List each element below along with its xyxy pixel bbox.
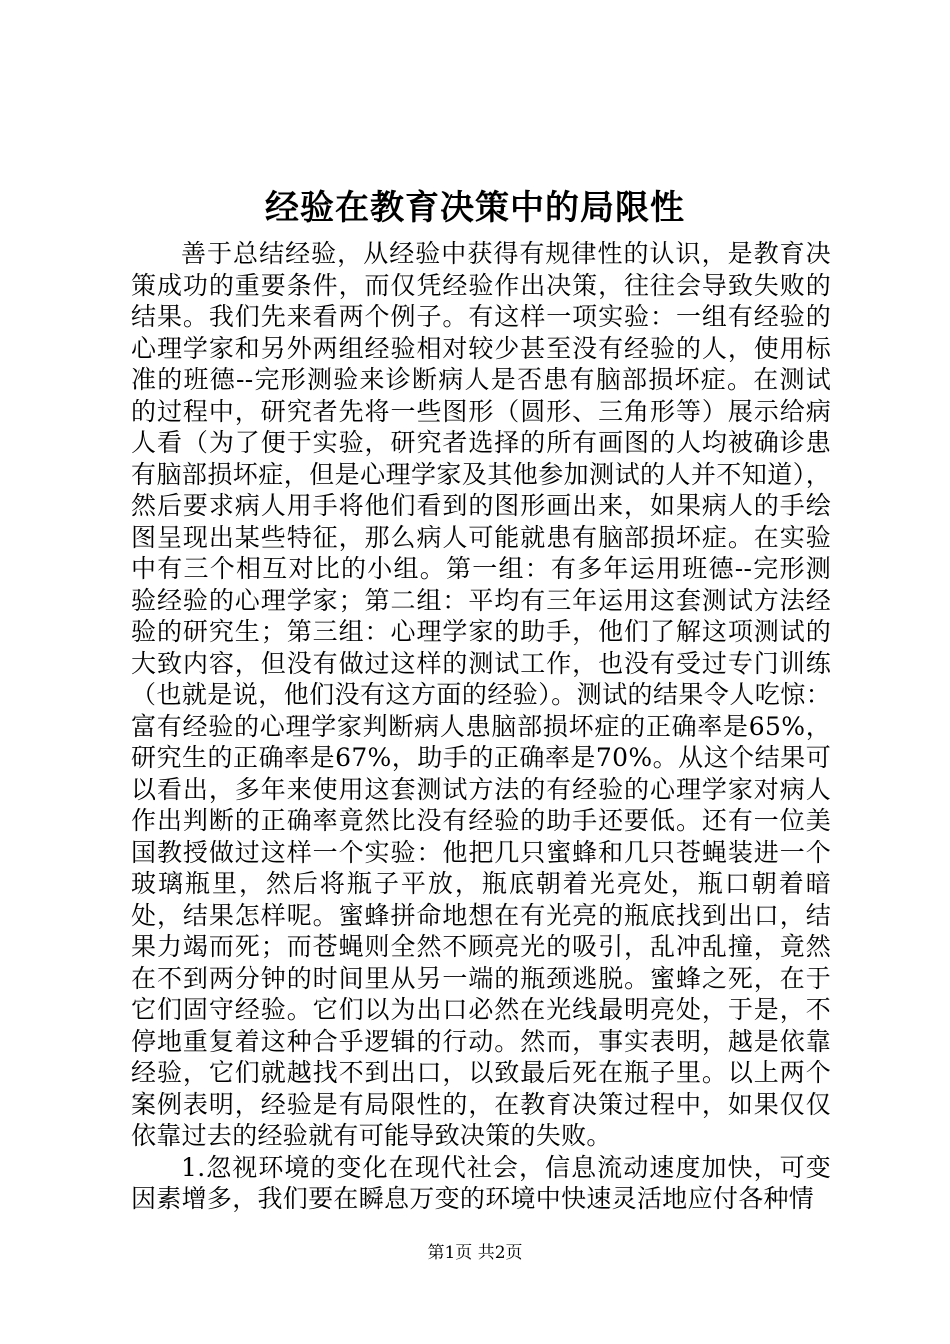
page-title: 经验在教育决策中的局限性 [265,188,685,228]
document-body [131,238,831,1215]
paragraph-examples: 善于总结经验，从经验中获得有规律性的认识，是教育决策成功的重要条件，而仅凭经验作出决策，往往会导致失败的结果。我们先来看两个例子。有这样一项实验：一组有经验的心理学家和另外两组经验相对较少甚至没有经验的人，使用标准的班德--完形测验来诊断病人是否患有脑部损坏症。在测试的过程中，研究者先将一些图形（圆形、三角形等）展示给病人看（为了便于实验，研究者选择的所有画图的人均被确诊患有脑部损坏症，但是心理学家及其他参加测试的人并不知道），然后要求病人用手将他们看到的图形画出来，如果病人的手绘图呈现出某些特征，那么病人可能就患有脑部损坏症。在实验中有三个相互对比的小组。第一组：有多年运用班德--完形测验经验的心理学家；第二组：平均有三年运用这套测试方法经验的研究生；第三组：心理学家的助手，他们了解这项测试的大致内容，但没有做过这样的测试工作，也没有受过专门训练（也就是说，他们没有这方面的经验）。测试的结果令人吃惊：富有经验的心理学家判断病人患脑部损坏症的正确率是65%，研究生的正确率是67%，助手的正确率是70%。从这个结果可以看出，多年来使用这套测试方法的有经验的心理学家对病人作出判断的正确率竟然比没有经验的助手还要低。还有一位美国教授做过这样一个实验：他把几只蜜蜂和几只苍蝇装进一个玻璃瓶里，然后将瓶子平放，瓶底朝着光亮处，瓶口朝着暗处，结果怎样呢。蜜蜂拼命地想在有光亮的瓶底找到出口，结果力竭而死；而苍蝇则全然不顾亮光的吸引，乱冲乱撞，竟然在不到两分钟的时间里从另一端的瓶颈逃脱。蜜蜂之死，在于它们固守经验。它们以为出口必然在光线最明亮处，于是，不停地重复着这种合乎逻辑的行动。然而，事实表明，越是依靠经验，它们就越找不到出口，以致最后死在瓶子里。以上两个案例表明，经验是有局限性的，在教育决策过程中，如果仅仅依靠过去的经验就有可能导致决策的失败。 [131,239,831,1150]
page-footer: 第1页 共2页 [427,1243,523,1263]
paragraph-point-1: 1.忽视环境的变化在现代社会，信息流动速度加快，可变因素增多，我们要在瞬息万变的环境中快速灵活地应付各种情 [131,1152,831,1213]
